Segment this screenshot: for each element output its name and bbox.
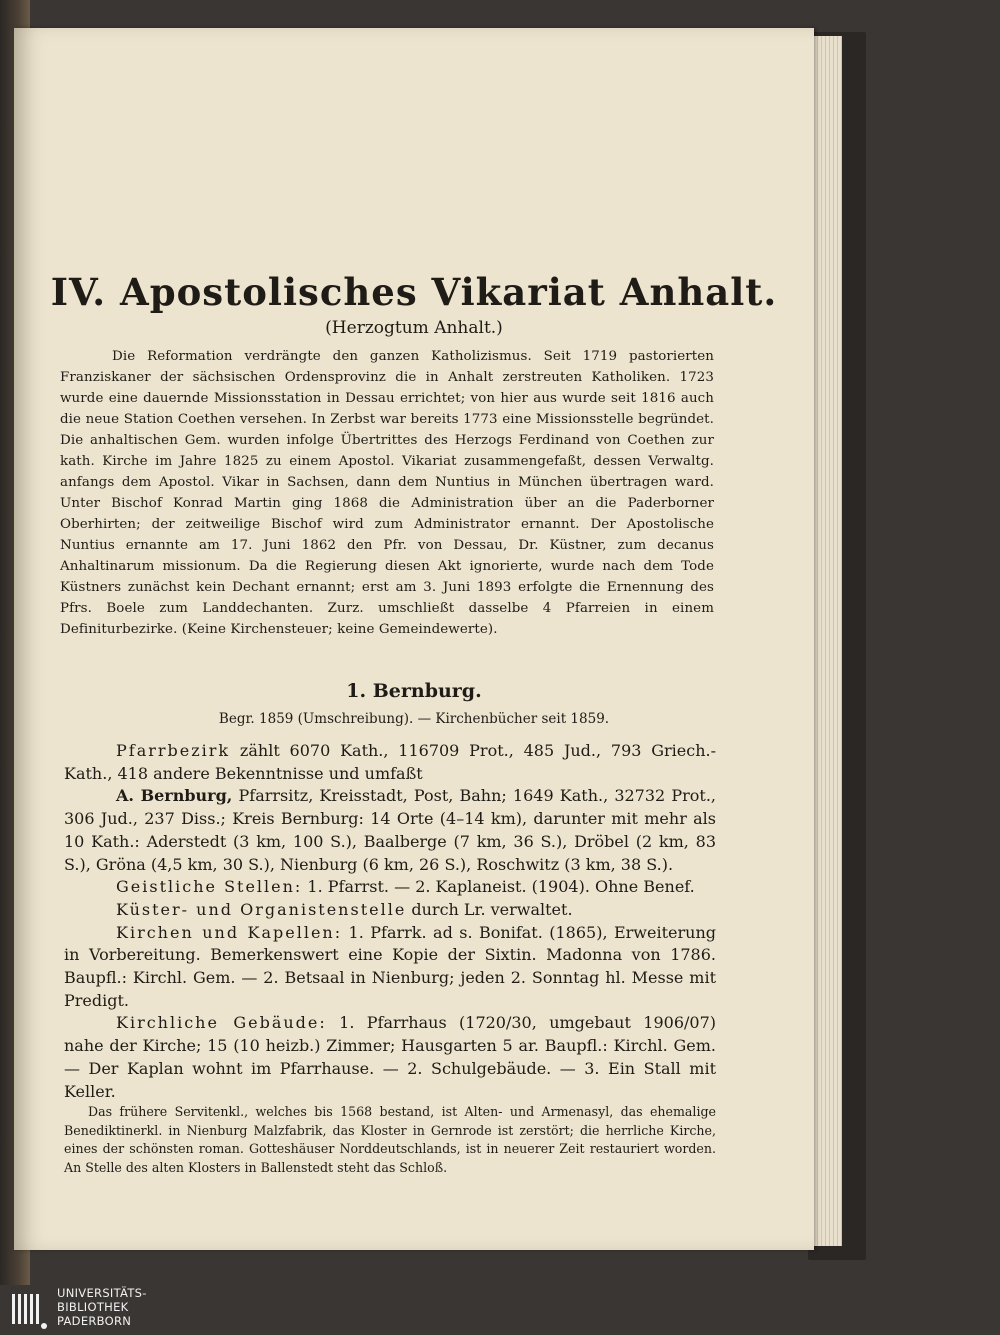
text-gebaeude: 1. Pfarrhaus (1720/30, umgebaut 1906/07) nahe der Kirche; 15 (10 heizb.) Zimmer; Hausgarten 5 ar. Baupfl.: Kirchl. Gem. — Der Kaplan wohnt im Pfarrhause. — 2. Schulgebäude. — 3. Ein Stall mit Keller. [64,1013,716,1101]
library-name [57,1286,147,1328]
chapter-title: IV. Apostolisches Vikariat Anhalt. [50,270,778,314]
paragraph-gebaeude [64,1012,716,1103]
term-kuester: Küster- und Organistenstelle [116,899,407,919]
library-name-line-3: PADERBORN [57,1314,132,1328]
text-pfarrbezirk: zählt 6070 Kath., 116709 Prot., 485 Jud., 793 Griech.-Kath., 418 andere Bekenntnisse und umfaßt [64,741,716,783]
term-bernburg: A. Bernburg, [116,786,233,806]
text-kirchen: 1. Pfarrk. ad s. Bonifat. (1865), Erweiterung in Vorbereitung. Bemerkenswert eine Kopie der Sixtin. Madonna von 1786. Baupfl.: Kirchl. Gem. — 2. Betsaal in Nienburg; jeden 2. Sonntag hl. Messe mit Predigt. [64,922,716,1010]
paragraph-stellen [64,876,716,899]
text-bernburg: Pfarrsitz, Kreisstadt, Post, Bahn; 1649 Kath., 32732 Prot., 306 Jud., 237 Diss.; Kreis Bernburg: 14 Orte (4–14 km), darunter mit mehr als 10 Kath.: Aderstedt (3 km, 100 S.), Baalberge (7 km, 36 S.), Dröbel (2 km, 83 S.), Gröna (4,5 km, 30 S.), Nienburg (6 km, 26 S.), Roschwitz (3 km, 38 S.). [64,786,716,874]
paragraph-kuester [64,899,716,922]
intro-paragraph [60,346,714,640]
library-name-line-1: UNIVERSITÄTS- [57,1286,147,1300]
chapter-subtitle: (Herzogtum Anhalt.) [325,318,503,338]
paragraph-kirchen [64,922,716,1013]
text-stellen: 1. Pfarrst. — 2. Kaplaneist. (1904). Ohne Benef. [302,877,695,897]
intro-text: Die Reformation verdrängte den ganzen Katholizismus. Seit 1719 pastorierten Franziskaner der sächsischen Ordensprovinz die in Anhalt zerstreuten Katholiken. 1723 wurde eine dauernde Missionsstation in Dessau errichtet; von hier aus wurde seit 1816 auch die neue Station Coethen versehen. In Zerbst war bereits 1773 eine Missionsstelle begründet. Die anhaltischen Gem. wurden infolge Übertrittes des Herzogs Ferdinand von Coethen zur kath. Kirche im Jahre 1825 zu einem Apostol. Vikariat zusammengefaßt, dessen Verwaltg. anfangs dem Apostol. Vikar in Sachsen, dann dem Nuntius in München übertragen ward. Unter Bischof Konrad Martin ging 1868 die Administration über an die Paderborner Oberhirten; der zeitweilige Bischof wird zum Administrator ernannt. Der Apostolische Nuntius ernannte am 17. Juni 1862 den Pfr. von Dessau, Dr. Küstner, zum decanus Anhaltinarum missionum. Da die Regierung diesen Akt ignorierte, wurde nach dem Tode Küstners zunächst kein Dechant ernannt; erst am 3. Juni 1893 erfolgte die Ernennung des Pfrs. Boele zum Landdechanten. Zurz. umschließt dasselbe 4 Pfarreien in einem Definiturbezirke. (Keine Kirchensteuer; keine Gemeindewerte). [60,349,714,637]
footnote: Das frühere Servitenkl., welches bis 1568 bestand, ist Alten- und Armenasyl, das ehemalige Benediktinerkl. in Nienburg Malzfabrik, das Kloster in Gernrode ist zerstört; die herrliche Kirche, eines der schönsten roman. Gotteshäuser Norddeutschlands, ist in neuerer Zeit restauriert worden. An Stelle des alten Klosters in Ballenstedt steht das Schloß. [64,1104,716,1175]
section-heading: 1. Bernburg. [346,680,482,702]
section-subheading: Begr. 1859 (Umschreibung). — Kirchenbücher seit 1859. [218,711,610,727]
paragraph-pfarrbezirk [64,740,716,785]
library-footer [0,1285,1000,1335]
library-logo-icon [10,1290,50,1330]
paragraph-bernburg [64,785,716,876]
term-stellen: Geistliche Stellen: [116,877,303,897]
library-name-line-2: BIBLIOTHEK [57,1300,129,1314]
term-kirchen: Kirchen und Kapellen: [116,922,343,942]
term-gebaeude: Kirchliche Gebäude: [116,1013,327,1033]
text-kuester: durch Lr. verwaltet. [406,899,573,919]
term-pfarrbezirk: Pfarrbezirk [116,741,231,760]
section-body [64,740,716,1177]
book-page [14,28,814,1250]
